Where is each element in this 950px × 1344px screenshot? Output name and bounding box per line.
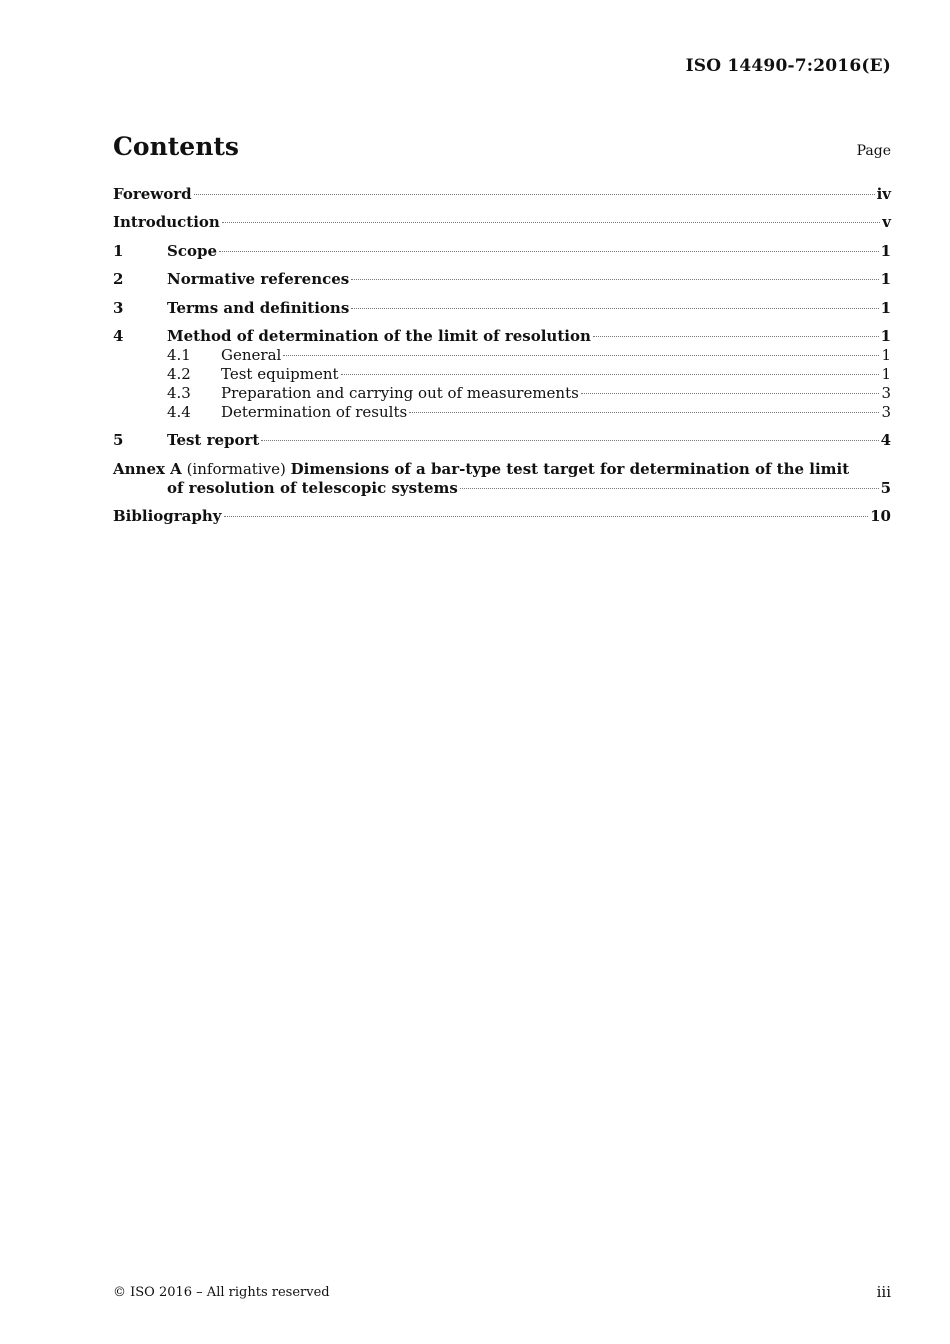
- toc-entry-title: Preparation and carrying out of measurements: [221, 384, 579, 402]
- toc-entry-introduction[interactable]: [113, 213, 891, 232]
- toc-entry-title: Determination of results: [221, 403, 408, 421]
- dot-leader: [222, 222, 880, 223]
- annex-heading-line: [113, 460, 891, 479]
- dot-leader: [593, 336, 879, 337]
- toc-entry-page: 1: [880, 299, 891, 317]
- toc-entry-title: Test equipment: [221, 365, 339, 383]
- toc-entry-number: 3: [113, 299, 124, 317]
- toc-entry-page: 1: [881, 365, 891, 383]
- annex-title-line1: Dimensions of a bar-type test target for determination of the limit: [290, 460, 850, 478]
- dot-leader: [409, 412, 879, 413]
- toc-subentry-determination[interactable]: [113, 403, 891, 422]
- toc-entry-title: Scope: [167, 242, 218, 260]
- toc-entry-title: General: [221, 346, 282, 364]
- dot-leader: [283, 355, 879, 356]
- toc-entry-page: 3: [881, 403, 891, 421]
- dot-leader: [351, 279, 878, 280]
- copyright-notice: © ISO 2016 – All rights reserved: [113, 1285, 330, 1300]
- dot-leader: [219, 251, 879, 252]
- toc-entry-title: Normative references: [167, 270, 350, 288]
- toc-entry-number: 5: [113, 431, 124, 449]
- dot-leader: [341, 374, 880, 375]
- toc-entry-page: 4: [880, 431, 891, 449]
- annex-title-row: [113, 479, 891, 498]
- toc-entry-normative-references[interactable]: [113, 270, 891, 289]
- toc-entry-page: 1: [880, 270, 891, 288]
- toc-entry-page: v: [882, 213, 891, 231]
- page-number: iii: [876, 1283, 891, 1301]
- dot-leader: [224, 516, 869, 517]
- page-column-label: Page: [856, 143, 891, 159]
- dot-leader: [351, 308, 878, 309]
- toc-entry-number: 1: [113, 242, 124, 260]
- toc-entry-number: 2: [113, 270, 124, 288]
- toc-entry-title: Foreword: [113, 185, 192, 203]
- toc-entry-number: 4.3: [167, 384, 191, 402]
- toc-entry-page: 3: [881, 384, 891, 402]
- dot-leader: [460, 488, 879, 489]
- toc-entry-number: 4.1: [167, 346, 191, 364]
- toc-entry-title: Method of determination of the limit of resolution: [167, 327, 591, 345]
- annex-label: Annex A: [113, 460, 182, 478]
- toc-subentry-general[interactable]: [113, 346, 891, 365]
- dot-leader: [194, 194, 875, 195]
- toc-entry-method[interactable]: [113, 327, 891, 346]
- annex-title-line2: of resolution of telescopic systems: [167, 479, 458, 497]
- toc-entry-title: Test report: [167, 431, 260, 449]
- toc-entry-bibliography[interactable]: [113, 507, 891, 526]
- toc-entry-number: 4.2: [167, 365, 191, 383]
- toc-entry-page: 5: [880, 479, 891, 497]
- document-id: ISO 14490-7:2016(E): [685, 56, 891, 76]
- table-of-contents: [113, 185, 891, 526]
- toc-entry-title: Bibliography: [113, 507, 222, 525]
- toc-entry-test-report[interactable]: [113, 431, 891, 450]
- toc-entry-page: 1: [881, 346, 891, 364]
- toc-entry-title: Terms and definitions: [167, 299, 350, 317]
- toc-entry-terms-and-definitions[interactable]: [113, 299, 891, 318]
- toc-subentry-preparation[interactable]: [113, 384, 891, 403]
- toc-entry-number: 4: [113, 327, 124, 345]
- toc-entry-number: 4.4: [167, 403, 191, 421]
- toc-entry-scope[interactable]: [113, 242, 891, 261]
- dot-leader: [581, 393, 880, 394]
- toc-entry-foreword[interactable]: [113, 185, 891, 204]
- toc-subentry-test-equipment[interactable]: [113, 365, 891, 384]
- contents-heading: Contents: [113, 132, 240, 161]
- toc-entry-page: 1: [880, 242, 891, 260]
- toc-entry-title: Introduction: [113, 213, 220, 231]
- toc-entry-page: 1: [880, 327, 891, 345]
- toc-entry-annex-a[interactable]: [113, 460, 891, 498]
- toc-entry-page: iv: [876, 185, 891, 203]
- dot-leader: [261, 440, 878, 441]
- toc-entry-page: 10: [870, 507, 891, 525]
- annex-type: (informative): [186, 460, 286, 478]
